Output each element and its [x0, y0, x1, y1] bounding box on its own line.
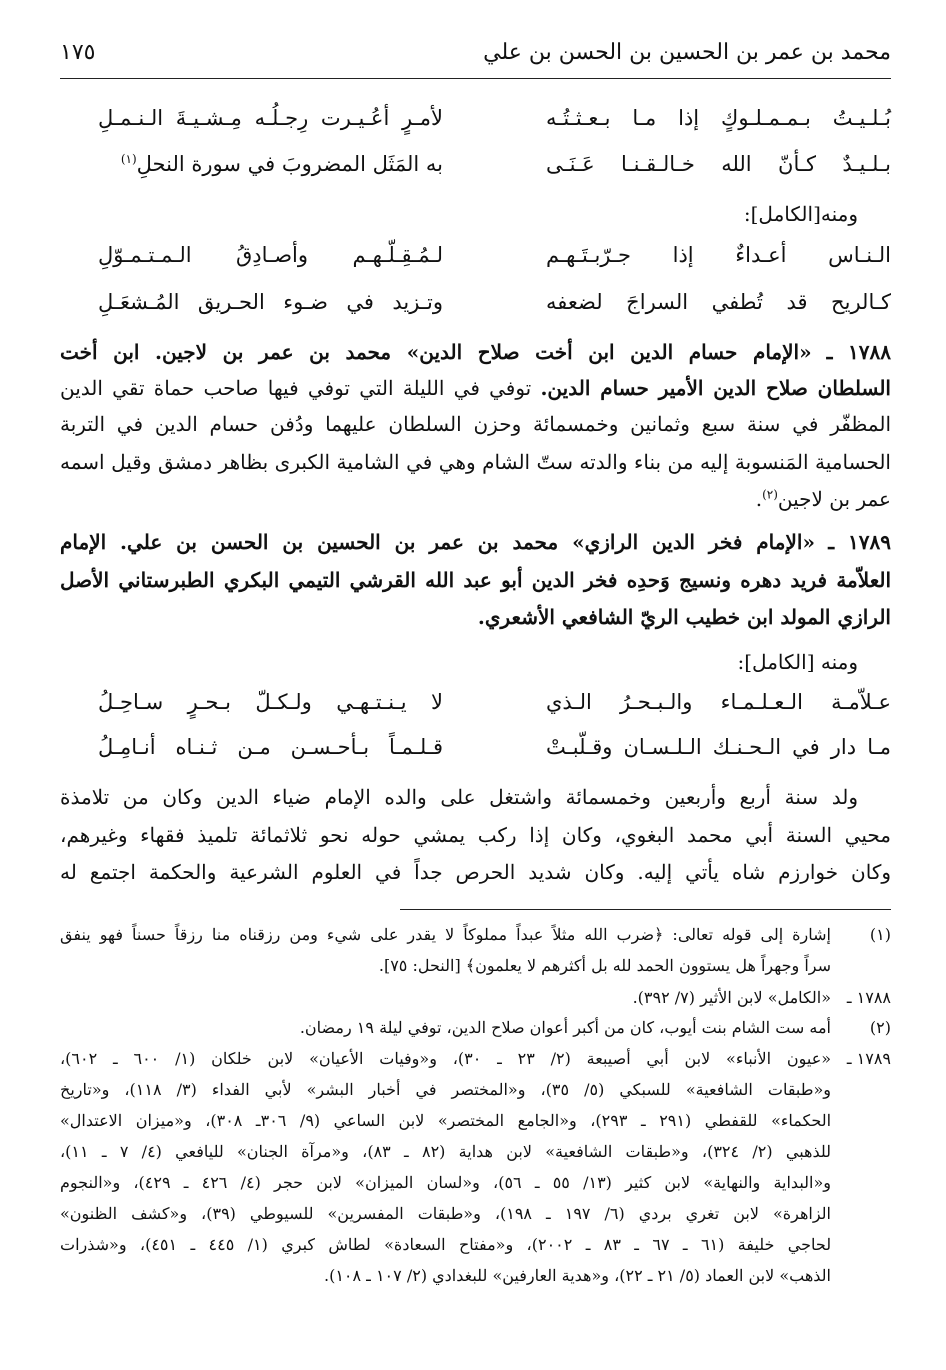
footnote-line: و«البداية والنهاية» لابن كثير (١٣/ ٥٥ ـ ٥٦)، و«لسان الميزان» لابن حجر (٤/ ٤٢٦ ـ ٤٢٩)، و«النجوم	[60, 1173, 831, 1192]
footnote-number: ١٧٨٨ ـ	[846, 988, 891, 1007]
verse-hemistich-second: لـمُـقِـلّـهـم وأصـادِقُ الـمـتـمـوّلِ	[98, 243, 443, 267]
verse-hemistich-second	[98, 152, 443, 176]
verse-hemistich-first: عـلاّمـة الـعـلـمـاء والـبـحـرُ الـذي	[546, 690, 891, 714]
entry-1789-line	[60, 568, 891, 592]
entry-text: .	[755, 487, 763, 511]
footnote-line: لحاجي خليفة (٦١ ـ ٦٧ ـ ٨٣ ـ ٢٠٠٢)، و«مفتاح السعادة» لطاش كبري (١/ ٤٤٥ ـ ٤٥١)، و«شذرات	[60, 1235, 832, 1254]
verse-line	[60, 735, 891, 775]
footnote-line: أمه ست الشام بنت أيوب، كان من أكبر أعوان صلاح الدين، توفي ليلة ١٩ رمضان.	[299, 1018, 831, 1037]
body-line: ولد سنة أربع وأربعين وخمسمائة واشتغل على والده الإمام ضياء الدين وكان من تلامذة	[60, 785, 858, 809]
body-line: محيي السنة أبي محمد البغوي، وكان إذا ركب يمشي حوله نحو ثلاثمائة تلميذ فقهاء وغيرهم،	[60, 823, 891, 847]
footnote-line: الحكماء» للقفطي (٢٩١ ـ ٢٩٣)، و«الجامع المختصر» لابن الساعي (٩/ ٣٠٦ـ ٣٠٨)، و«ميزان الاعتدال»	[60, 1111, 832, 1130]
entry-heading-cont: الرازي المولد ابن خطيب الريّ الشافعي الأشعري.	[477, 605, 891, 629]
footnote-line: «الكامل» لابن الأثير (٧/ ٣٩٢).	[632, 988, 831, 1007]
footnote-number: (٢)	[869, 1018, 891, 1037]
verse-text: به المَثَل المضروبَ في سورة النحلِ	[136, 152, 443, 176]
footnote-rule	[400, 909, 891, 910]
footnote-line: الزاهرة» لابن تغري بردي (٦/ ١٩٧ ـ ١٩٨)، و«طبقات المفسرين» للسيوطي (٣٩)، و«كشف الظنون»	[60, 1204, 832, 1223]
verse-hemistich-first: مـا دار في الـحـنـك الـلـسـان وقـلّبـتْ	[546, 735, 891, 759]
entry-1788-line: الحسامية المَنسوبة إليه من بناء والدته ستّ الشام وهي في الشامية الكبرى بظاهر دمشق وقيل اسمه	[60, 450, 891, 474]
header-rule	[60, 78, 891, 79]
entry-heading-cont: العلاّمة فريد دهره ونسيج وَحدِه فخر الدين أبو عبد الله القرشي التيمي البكري الطبرستاني الأصل	[60, 568, 891, 592]
footnote-line: إشارة إلى قوله تعالى: ﴿ضرب الله مثلاً عبداً مملوكاً لا يقدر على شيء ومن رزقناه منا رزقاً حسناً فهو ينفق	[60, 925, 831, 944]
page-header	[60, 38, 891, 74]
entry-text: توفي في الليلة التي توفي فيها صاحب حماة تقي الدين	[60, 376, 541, 400]
verse-hemistich-second: وتـزيد في ضـوء الحـريق المُـشعَـلِ	[98, 290, 443, 314]
footnote-number: ١٧٨٩ ـ	[846, 1049, 891, 1068]
verse-line	[60, 106, 891, 146]
entry-1788-line	[60, 487, 891, 511]
verse-hemistich-second: قـلـمـاً بـأحـسـن مـن ثـنـاه أنـامِـلُ	[98, 735, 443, 759]
footnote-number: (١)	[869, 925, 891, 944]
verse-hemistich-first: بُـلـيـتُ بـمـمـلـوكٍ إذا مـا بـعـثـتُـه	[546, 106, 891, 130]
verse-hemistich-first: الـنـاس أعـداءٌ إذا جـرّبـتَـهـم	[546, 243, 891, 267]
body-line: وكان خوارزم شاه يأتي إليه. وكان شديد الحرص جداً في العلوم الشرعية والحكمة اجتمع له	[60, 860, 891, 884]
entry-heading: «الإمام حسام الدين ابن أخت صلاح الدين» محمد بن عمر بن لاجين. ابن أخت	[60, 340, 812, 364]
entry-number: ١٧٨٩ ـ	[828, 530, 892, 554]
verse-hemistich-second: لأمـرٍ أعُـيـرت رِجـلُـه مِـشـيـةَ الـنـمـلِ	[98, 106, 443, 130]
footnote-marker: (١)	[120, 152, 137, 166]
running-title: محمد بن عمر بن الحسين بن الحسن بن علي	[483, 40, 891, 65]
footnote-line: الذهب» لابن العماد (٥/ ٢١ ـ ٢٢)، و«هدية العارفين» للبغدادي (٢/ ١٠٧ ـ ١٠٨).	[323, 1266, 831, 1285]
footnote-line: للذهبي (٢/ ٣٢٤)، و«طبقات الشافعية» لابن هداية (٨٢ ـ ٨٣)، و«مرآة الجنان» لليافعي (٤/ ٧ ـ ١١)،	[60, 1142, 832, 1161]
footnote-marker: (٢)	[762, 487, 778, 502]
verse-line	[60, 152, 891, 192]
meter-intro: ومنه[الكامل]:	[743, 202, 858, 226]
verse-line	[60, 243, 891, 283]
entry-1788-line	[60, 376, 891, 400]
verse-hemistich-second: لا يـنـتـهـي ولـكـلّ بـحـرٍ سـاحِـلُ	[98, 690, 443, 714]
entry-number: ١٧٨٨ ـ	[826, 340, 891, 364]
verse-hemistich-first: كـالريح قد تُطفي السراجَ لضعفه	[546, 290, 891, 314]
entry-1788-line: المظفّر في سنة سبع وثمانين وخمسمائة وحزن السلطان عليهما ودُفن حسام الدين في التربة	[60, 412, 891, 436]
page-number: ١٧٥	[60, 40, 96, 65]
entry-1789-line	[60, 605, 891, 629]
entry-1789-line	[60, 530, 891, 554]
footnote-line: و«طبقات الشافعية» للسبكي (٥/ ٣٥)، و«المختصر في أخبار البشر» لأبي الفداء (٣/ ١١٨)، و«تاريخ	[60, 1080, 831, 1099]
entry-text: عمر بن لاجين	[777, 487, 891, 511]
meter-intro: ومنه [الكامل]:	[737, 650, 858, 674]
entry-heading-cont: السلطان صلاح الدين الأمير حسام الدين.	[540, 376, 891, 400]
verse-line	[60, 290, 891, 330]
footnote-line: «عيون الأنباء» لابن أبي أصيبعة (٢/ ٢٣ ـ ٣٠)، و«وفيات الأعيان» لابن خلكان (١/ ٦٠٠ ـ ٦٠٢)،	[60, 1049, 832, 1068]
footnote-line: سراً وجهراً هل يستوون الحمد لله بل أكثرهم لا يعلمون﴾ [النحل: ٧٥].	[378, 956, 831, 975]
verse-line	[60, 690, 891, 730]
entry-heading: «الإمام فخر الدين الرازي» محمد بن عمر بن الحسين بن الحسن بن علي. الإمام	[60, 530, 815, 554]
entry-1788-line	[60, 340, 891, 364]
verse-hemistich-first: بـلـيـدٌ كـأنّ الله خـالـقـنـا عَـنَـى	[546, 152, 891, 176]
